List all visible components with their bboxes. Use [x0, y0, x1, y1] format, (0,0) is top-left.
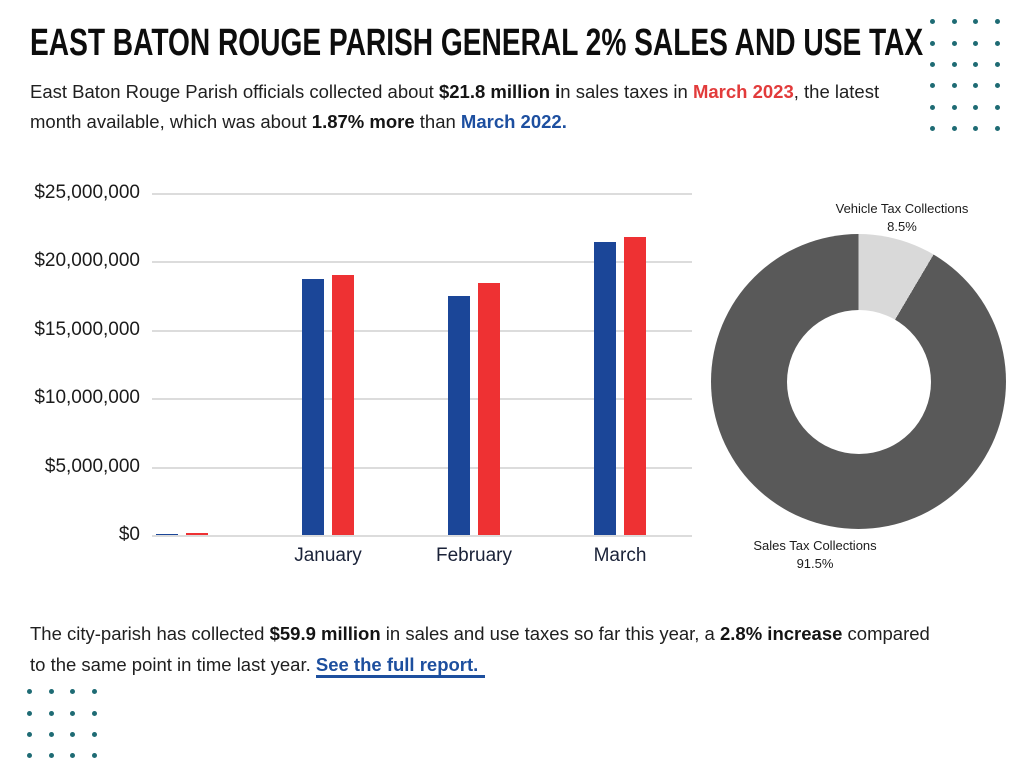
- intro-amount: $21.8 million i: [438, 81, 561, 102]
- full-report-link[interactable]: See the full report.: [316, 654, 485, 678]
- dot-icon: [27, 689, 32, 694]
- dot-icon: [995, 62, 1000, 67]
- dot-icon: [92, 711, 97, 716]
- bar-2022: [302, 279, 324, 535]
- dot-icon: [973, 19, 978, 24]
- dot-icon: [27, 711, 32, 716]
- footer-text-2: in sales and use taxes so far this year, a: [380, 623, 720, 644]
- footer-amount: $59.9 million: [269, 623, 381, 644]
- dot-icon: [995, 19, 1000, 24]
- dot-icon: [92, 753, 97, 758]
- y-axis-tick-label: $0: [118, 524, 140, 545]
- dot-icon: [952, 83, 957, 88]
- donut-label-sales: [705, 537, 925, 573]
- footer-paragraph: [30, 618, 942, 680]
- dot-icon: [995, 83, 1000, 88]
- donut-label-vehicle-name: Vehicle Tax Collections: [835, 201, 969, 216]
- intro-percent: 1.87% more: [311, 111, 415, 132]
- y-axis-tick-label: $15,000,000: [34, 318, 140, 340]
- bar-2022: [448, 296, 470, 535]
- donut-label-vehicle-pct: 8.5%: [887, 219, 917, 234]
- dot-icon: [70, 711, 75, 716]
- bar-2023: [186, 533, 208, 535]
- dot-icon: [973, 105, 978, 110]
- page-title-text: EAST BATON ROUGE PARISH GENERAL 2% SALES AND USE TAX: [30, 22, 924, 64]
- footer-increase: 2.8% increase: [720, 623, 843, 644]
- footer-text-1: The city-parish has collected: [30, 623, 270, 644]
- dot-icon: [952, 105, 957, 110]
- x-axis-label: March: [593, 545, 647, 566]
- y-axis-tick-label: $10,000,000: [34, 387, 140, 409]
- dot-icon: [92, 689, 97, 694]
- donut-label-sales-pct: 91.5%: [796, 556, 834, 571]
- intro-text-2: n sales taxes in: [560, 81, 693, 102]
- dot-icon: [70, 689, 75, 694]
- dot-grid-top-right: [922, 11, 1008, 139]
- monthly-collections-bar-chart: [0, 183, 700, 578]
- dot-icon: [92, 732, 97, 737]
- bar-chart-plot-area: [152, 193, 692, 535]
- intro-text-1: East Baton Rouge Parish officials collected about: [30, 81, 439, 102]
- y-axis-tick-label: $20,000,000: [34, 250, 140, 272]
- dot-icon: [995, 126, 1000, 131]
- dot-icon: [70, 732, 75, 737]
- gridline: [152, 535, 692, 537]
- gridline: [152, 193, 692, 195]
- intro-text-4: than: [414, 111, 461, 132]
- bar-2022: [156, 534, 178, 536]
- bar-2023: [478, 283, 500, 535]
- tax-collections-donut-chart: [711, 234, 1006, 529]
- page-title: [30, 22, 1024, 65]
- y-axis-tick-label: $5,000,000: [44, 455, 140, 477]
- intro-month-2022: March 2022.: [460, 111, 567, 132]
- footer-text-3: compared to the same point in time last year.: [30, 623, 930, 675]
- dot-icon: [973, 126, 978, 131]
- dot-icon: [49, 689, 54, 694]
- dot-icon: [49, 753, 54, 758]
- dot-icon: [973, 62, 978, 67]
- dot-icon: [930, 41, 935, 46]
- dot-icon: [930, 105, 935, 110]
- dot-icon: [952, 19, 957, 24]
- dot-icon: [952, 126, 957, 131]
- intro-paragraph: [30, 77, 902, 137]
- dot-icon: [995, 41, 1000, 46]
- dot-icon: [930, 62, 935, 67]
- donut-label-vehicle: [792, 200, 1012, 236]
- x-axis-label: January: [294, 545, 362, 566]
- x-axis-label: February: [435, 545, 513, 566]
- intro-text-3: , the latest month available, which was about: [30, 81, 880, 132]
- intro-month-2023: March 2023: [692, 81, 794, 102]
- dot-icon: [995, 105, 1000, 110]
- dot-icon: [49, 732, 54, 737]
- dot-icon: [49, 711, 54, 716]
- dot-icon: [27, 732, 32, 737]
- dot-icon: [27, 753, 32, 758]
- dot-icon: [973, 83, 978, 88]
- dot-icon: [952, 62, 957, 67]
- donut-hole: [787, 310, 931, 454]
- dot-icon: [930, 83, 935, 88]
- dot-icon: [952, 41, 957, 46]
- bar-2023: [624, 237, 646, 535]
- bar-2023: [332, 275, 354, 535]
- dot-icon: [70, 753, 75, 758]
- bar-2022: [594, 242, 616, 535]
- y-axis-tick-label: $25,000,000: [34, 182, 140, 203]
- dot-icon: [973, 41, 978, 46]
- donut-label-sales-name: Sales Tax Collections: [753, 538, 877, 553]
- dot-grid-bottom-left: [19, 681, 105, 767]
- dot-icon: [930, 126, 935, 131]
- dot-icon: [930, 19, 935, 24]
